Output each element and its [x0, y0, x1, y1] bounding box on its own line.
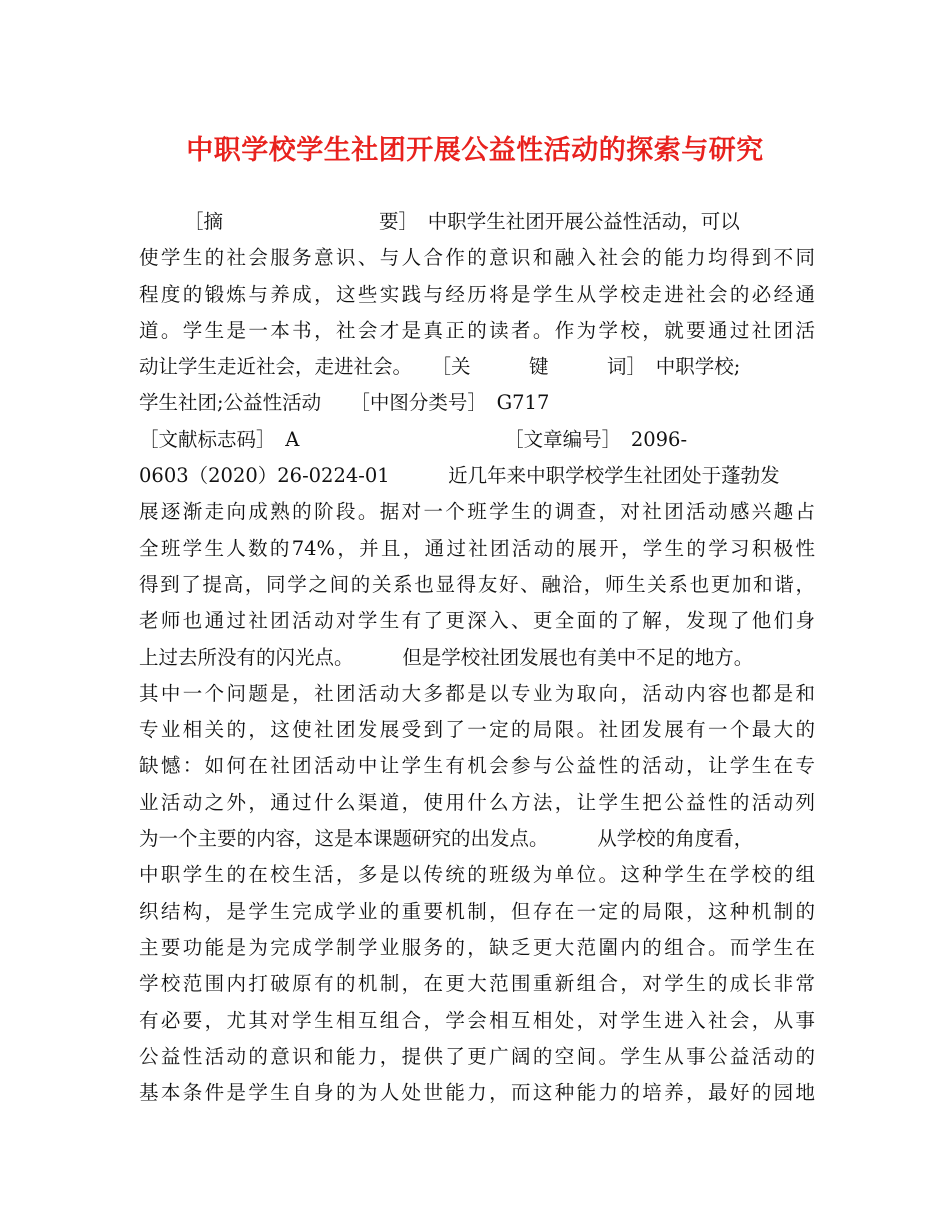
body-line: 有必要，尤其对学生相互组合，学会相互相处，对学生进入社会，从事 [139, 1008, 815, 1032]
body-line: 程度的锻炼与养成，这些实践与经历将是学生从学校走进社会的必经通 [139, 282, 815, 306]
body-line: 学校范围内打破原有的机制，在更大范围重新组合，对学生的成长非常 [139, 972, 815, 996]
body-line: 展逐渐走向成熟的阶段。据对一个班学生的调查，对社团活动感兴趣占 [139, 500, 815, 524]
body-line: 道。学生是一本书，社会才是真正的读者。作为学校，就要通过社团活 [139, 318, 815, 342]
body-line: ［文献标志码］ A ［文章编号］ 2096- [139, 427, 688, 451]
body-line: 缺憾：如何在社团活动中让学生有机会参与公益性的活动，让学生在专 [139, 754, 815, 778]
document-body [139, 204, 815, 1111]
body-line: ［摘 要］ 中职学生社团开展公益性活动，可以 [184, 210, 740, 233]
body-line: 专业相关的，这使社团发展受到了一定的局限。社团发展有一个最大的 [139, 718, 815, 742]
body-line: 上过去所没有的闪光点。 但是学校社团发展也有美中不足的地方。 [139, 645, 754, 669]
body-line: 动让学生走近社会，走进社会。 ［关 键 词］ 中职学校; [139, 355, 741, 379]
document-title: 中职学校学生社团开展公益性活动的探索与研究 [186, 135, 764, 166]
body-line: 中职学生的在校生活，多是以传统的班级为单位。这种学生在学校的组 [139, 863, 815, 887]
body-line: 主要功能是为完成学制学业服务的，缺乏更大范圍内的组合。而学生在 [139, 935, 815, 959]
body-line: 0603（2020）26-0224-01 近几年来中职学校学生社团处于蓬勃发 [139, 464, 780, 488]
body-line: 得到了提高，同学之间的关系也显得友好、融洽，师生关系也更加和谐， [139, 572, 815, 596]
body-line: 业活动之外，通过什么渠道，使用什么方法，让学生把公益性的活动列 [139, 790, 815, 814]
body-line: 为一个主要的内容，这是本课题研究的出发点。 从学校的角度看， [139, 827, 754, 851]
body-line: 基本条件是学生自身的为人处世能力，而这种能力的培养，最好的园地 [139, 1081, 815, 1105]
body-line: 全班学生人数的74%，并且，通过社团活动的展开，学生的学习积极性 [139, 536, 815, 560]
body-line: 织结构，是学生完成学业的重要机制，但存在一定的局限，这种机制的 [139, 899, 815, 923]
body-line: 老师也通过社团活动对学生有了更深入、更全面的了解，发现了他们身 [139, 609, 815, 633]
body-line: 使学生的社会服务意识、与人合作的意识和融入社会的能力均得到不同 [139, 246, 815, 270]
body-line: 公益性活动的意识和能力，提供了更广阔的空间。学生从事公益活动的 [139, 1044, 815, 1068]
body-line: 学生社团;公益性活动 ［中图分类号］ G717 [139, 391, 550, 415]
body-line: 其中一个问题是，社团活动大多都是以专业为取向，活动内容也都是和 [139, 681, 815, 705]
